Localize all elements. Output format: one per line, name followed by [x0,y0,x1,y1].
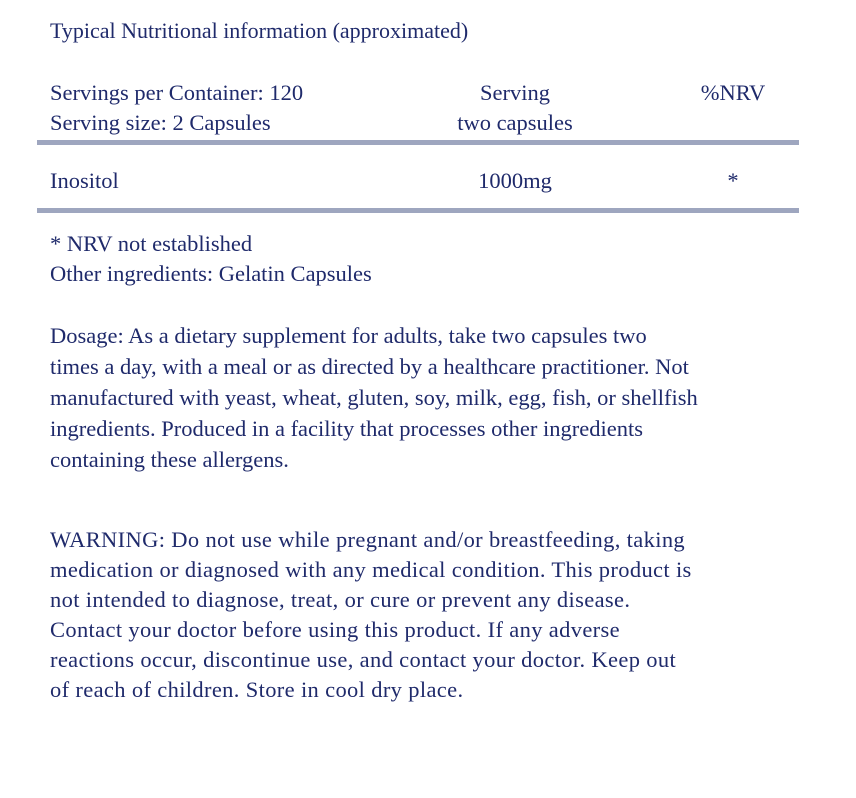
header-divider [37,140,799,145]
nrv-footnote: * NRV not established [50,231,253,256]
other-ingredients: Other ingredients: Gelatin Capsules [50,261,372,286]
warning-paragraph: WARNING: Do not use while pregnant and/or breastfeeding, taking medication or diagnosed with any medical condition. This product is not intended to diagnose, treat, or cure or prevent any disease. Contact your doctor before using this product. If any adverse reactions occur, discontinue use, and contact your doctor. Keep out of reach of children. Store in cool dry place. [50,527,692,702]
servings-per-container: Servings per Container: 120 [50,80,304,105]
label-title: Typical Nutritional information (approximated) [50,18,469,43]
nrv-column-label: %NRV [700,80,766,105]
serving-column-value: two capsules [457,110,573,135]
table-bottom-divider [37,208,799,213]
nutrient-nrv: * [727,168,739,193]
serving-column-label: Serving [480,80,550,105]
nutrient-amount: 1000mg [478,168,552,193]
dosage-paragraph: Dosage: As a dietary supplement for adults, take two capsules two times a day, with a meal or as directed by a healthcare practitioner. Not manufactured with yeast, wheat, gluten, soy, milk, egg, fish, or shellfish ingredients. Produced in a facility that processes other ingredients containing these allergens. [50,323,698,472]
nutrient-name: Inositol [50,168,119,193]
serving-size: Serving size: 2 Capsules [50,110,271,135]
